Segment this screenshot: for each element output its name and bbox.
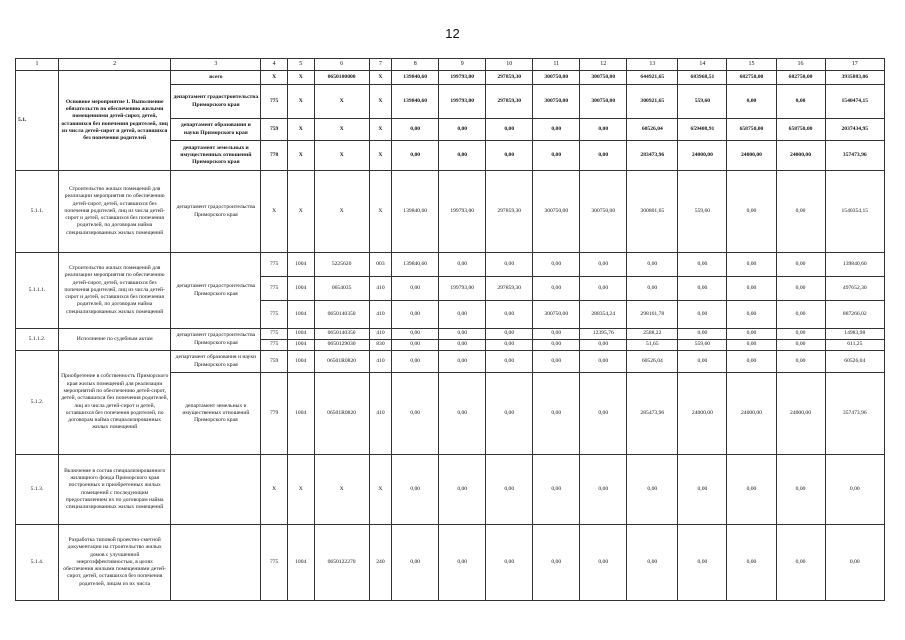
table-row (16, 329, 885, 340)
header-cell: 6 (314, 59, 369, 71)
cell-c7: X (369, 455, 391, 525)
cell-c4: 775 (261, 277, 288, 301)
cell-c6: 0650122270 (314, 525, 369, 601)
cell-c13: 0,00 (627, 277, 678, 301)
cell-c10: 0,00 (486, 253, 533, 277)
cell-c12: 0,00 (580, 373, 627, 455)
cell-c17: 0,00 (825, 525, 884, 601)
cell-c5: X (287, 171, 314, 253)
cell-c17: 60526,04 (825, 351, 884, 373)
cell-c13: 2588,22 (627, 329, 678, 340)
cell-c7: 240 (369, 525, 391, 601)
row-name: Основное мероприятие 1. Выполнение обязательств по обеспечению жилыми помещениями детей-сирот, детей, оставшихся без попечения родителей, лиц из числа детей-сирот и детей, оставшихся без попечения родителей (58, 71, 170, 171)
cell-c13: 644921,65 (627, 71, 678, 85)
header-cell: 8 (392, 59, 439, 71)
cell-c14: 659408,91 (678, 119, 727, 141)
cell-c5: X (287, 85, 314, 119)
cell-c14: 559,60 (678, 340, 727, 351)
cell-c16: 24000,00 (776, 373, 825, 455)
table-row (16, 71, 885, 85)
cell-c8: 0,00 (392, 340, 439, 351)
cell-c9: 0,00 (439, 119, 486, 141)
cell-c12: 300750,00 (580, 171, 627, 253)
cell-c12: 0,00 (580, 253, 627, 277)
row-code: 5.1.1.2. (16, 329, 59, 351)
cell-c6: 06501R0820 (314, 373, 369, 455)
cell-c17: 0,00 (825, 455, 884, 525)
cell-c14: 559,60 (678, 85, 727, 119)
cell-c15: 0,00 (727, 340, 776, 351)
cell-c5: X (287, 119, 314, 141)
cell-c9: 199793,00 (439, 71, 486, 85)
cell-c8: 139840,60 (392, 71, 439, 85)
cell-c17: 357473,96 (825, 141, 884, 171)
cell-c8: 0,00 (392, 119, 439, 141)
cell-c14: 0,00 (678, 455, 727, 525)
cell-c15: 24000,00 (727, 373, 776, 455)
cell-c8: 0,00 (392, 525, 439, 601)
row-code: 5.1.2. (16, 351, 59, 455)
row-executor: департамент градостроительства Приморского края (171, 253, 261, 329)
row-executor: департамент земельных и имущественных отношений Приморского края (171, 141, 261, 171)
header-cell: 14 (678, 59, 727, 71)
cell-c7: 410 (369, 329, 391, 340)
cell-c12: 0,00 (580, 455, 627, 525)
cell-c6: 0650100000 (314, 71, 369, 85)
cell-c13: 0,00 (627, 253, 678, 277)
cell-c14: 559,60 (678, 171, 727, 253)
row-executor: департамент градостроительства Приморского края (171, 171, 261, 253)
cell-c9: 0,00 (439, 455, 486, 525)
cell-c11: 300750,00 (533, 301, 580, 329)
row-code: 5.1. (16, 71, 59, 171)
row-code: 5.1.1. (16, 171, 59, 253)
cell-c12: 0,00 (580, 351, 627, 373)
cell-c4: 775 (261, 253, 288, 277)
cell-c14: 0,00 (678, 525, 727, 601)
cell-c11: 0,00 (533, 329, 580, 340)
cell-c7: 410 (369, 373, 391, 455)
cell-c13: 0,00 (627, 525, 678, 601)
cell-c4: 775 (261, 340, 288, 351)
cell-c12: 0,00 (580, 340, 627, 351)
header-cell: 4 (261, 59, 288, 71)
cell-c6: X (314, 85, 369, 119)
cell-c10: 0,00 (486, 141, 533, 171)
row-name: Включение в состав специализированного жилищного фонда Приморского края построенных и приобретенных жилых помещений с последующим предоставлением их по договорам найма специализированных жилых помещений (58, 455, 170, 525)
cell-c17: 497652,30 (825, 277, 884, 301)
cell-c10: 0,00 (486, 301, 533, 329)
cell-c5: 1004 (287, 301, 314, 329)
cell-c10: 0,00 (486, 351, 533, 373)
cell-c5: 1004 (287, 351, 314, 373)
cell-c10: 297859,30 (486, 71, 533, 85)
cell-c16: 0,00 (776, 253, 825, 277)
cell-c6: 0650140350 (314, 301, 369, 329)
cell-c5: X (287, 71, 314, 85)
row-name: Строительство жилых помещений для реализации мероприятия по обеспечению детей-сирот, детей, оставшихся без попечения родителей, лиц из числа детей-сирот и детей, оставшихся без попечения родителей, по договорам найма специализированных жилых помещений (58, 253, 170, 329)
cell-c7: 830 (369, 340, 391, 351)
row-executor: всего (171, 71, 261, 85)
cell-c11: 300750,00 (533, 171, 580, 253)
cell-c12: 0,00 (580, 525, 627, 601)
row-executor (171, 525, 261, 601)
cell-c8: 0,00 (392, 351, 439, 373)
page-number: 12 (445, 26, 460, 41)
cell-c12: 300750,00 (580, 85, 627, 119)
cell-c4: 775 (261, 525, 288, 601)
cell-c12: 0,00 (580, 141, 627, 171)
cell-c7: 410 (369, 301, 391, 329)
cell-c7: 003 (369, 253, 391, 277)
cell-c5: 1004 (287, 253, 314, 277)
cell-c12: 300750,00 (580, 71, 627, 85)
cell-c4: 775 (261, 301, 288, 329)
cell-c10: 0,00 (486, 119, 533, 141)
cell-c9: 0,00 (439, 373, 486, 455)
cell-c9: 0,00 (439, 141, 486, 171)
cell-c8: 139840,60 (392, 171, 439, 253)
cell-c9: 199793,00 (439, 171, 486, 253)
cell-c15: 24000,00 (727, 141, 776, 171)
cell-c11: 0,00 (533, 119, 580, 141)
cell-c13: 60526,04 (627, 351, 678, 373)
cell-c17: 2037434,95 (825, 119, 884, 141)
row-code: 5.1.1.1. (16, 253, 59, 329)
cell-c8: 0,00 (392, 301, 439, 329)
row-executor (171, 455, 261, 525)
row-executor: департамент земельных и имущественных отношений Приморского края (171, 373, 261, 455)
table-row (16, 455, 885, 525)
cell-c10: 0,00 (486, 455, 533, 525)
cell-c12: 12395,76 (580, 329, 627, 340)
cell-c17: 1540474,15 (825, 85, 884, 119)
cell-c15: 0,00 (727, 277, 776, 301)
row-executor: департамент образования и науки Приморского края (171, 119, 261, 141)
cell-c15: 0,00 (727, 301, 776, 329)
cell-c11: 300750,00 (533, 71, 580, 85)
cell-c7: 410 (369, 351, 391, 373)
cell-c5: 1004 (287, 340, 314, 351)
header-cell: 3 (171, 59, 261, 71)
cell-c5: X (287, 141, 314, 171)
cell-c8: 0,00 (392, 373, 439, 455)
cell-c8: 0,00 (392, 141, 439, 171)
cell-c9: 0,00 (439, 351, 486, 373)
row-name: Исполнение по судебным актам (58, 329, 170, 351)
cell-c4: X (261, 71, 288, 85)
cell-c10: 0,00 (486, 340, 533, 351)
cell-c9: 0,00 (439, 253, 486, 277)
cell-c15: 0,00 (727, 525, 776, 601)
cell-c16: 682750,00 (776, 71, 825, 85)
cell-c13: 298161,78 (627, 301, 678, 329)
cell-c14: 24000,00 (678, 373, 727, 455)
cell-c13: 51,65 (627, 340, 678, 351)
table-row (16, 253, 885, 277)
cell-c17: 3935883,06 (825, 71, 884, 85)
cell-c6: 5225620 (314, 253, 369, 277)
cell-c16: 0,00 (776, 301, 825, 329)
cell-c11: 0,00 (533, 455, 580, 525)
cell-c17: 1540354,15 (825, 171, 884, 253)
header-cell: 5 (287, 59, 314, 71)
table-row (16, 171, 885, 253)
table-row (16, 525, 885, 601)
header-cell: 11 (533, 59, 580, 71)
cell-c15: 0,00 (727, 85, 776, 119)
cell-c13: 300801,65 (627, 171, 678, 253)
table-row (16, 351, 885, 373)
header-cell: 1 (16, 59, 59, 71)
cell-c15: 0,00 (727, 171, 776, 253)
cell-c4: 759 (261, 119, 288, 141)
cell-c6: X (314, 455, 369, 525)
cell-c15: 0,00 (727, 351, 776, 373)
cell-c13: 300921,65 (627, 85, 678, 119)
cell-c17: 611,25 (825, 340, 884, 351)
cell-c17: 887266,02 (825, 301, 884, 329)
cell-c15: 682750,00 (727, 71, 776, 85)
row-code: 5.1.4. (16, 525, 59, 601)
cell-c14: 0,00 (678, 253, 727, 277)
cell-c11: 0,00 (533, 525, 580, 601)
cell-c10: 0,00 (486, 525, 533, 601)
budget-table (15, 58, 885, 601)
cell-c16: 0,00 (776, 85, 825, 119)
cell-c15: 0,00 (727, 455, 776, 525)
cell-c16: 658750,00 (776, 119, 825, 141)
cell-c9: 0,00 (439, 525, 486, 601)
cell-c5: 1004 (287, 373, 314, 455)
cell-c6: 0650129030 (314, 340, 369, 351)
header-cell: 15 (727, 59, 776, 71)
cell-c16: 24000,00 (776, 141, 825, 171)
cell-c8: 139840,60 (392, 85, 439, 119)
header-cell: 16 (776, 59, 825, 71)
cell-c5: 1004 (287, 277, 314, 301)
row-name: Строительство жилых помещений для реализации мероприятия по обеспечению детей-сирот, детей, оставшихся без попечения родителей, лиц из числа детей-сирот и детей, оставшихся без попечения родителей, по договорам найма специализированных жилых помещений (58, 171, 170, 253)
cell-c13: 283473,96 (627, 141, 678, 171)
cell-c6: 0654035 (314, 277, 369, 301)
cell-c15: 658750,00 (727, 119, 776, 141)
cell-c14: 24000,00 (678, 141, 727, 171)
header-row (16, 59, 885, 71)
cell-c10: 0,00 (486, 329, 533, 340)
cell-c4: 775 (261, 85, 288, 119)
cell-c7: X (369, 141, 391, 171)
cell-c9: 0,00 (439, 329, 486, 340)
cell-c16: 0,00 (776, 171, 825, 253)
cell-c6: X (314, 141, 369, 171)
cell-c16: 0,00 (776, 455, 825, 525)
cell-c13: 285473,96 (627, 373, 678, 455)
cell-c11: 0,00 (533, 141, 580, 171)
cell-c7: 410 (369, 277, 391, 301)
cell-c16: 0,00 (776, 340, 825, 351)
cell-c16: 0,00 (776, 351, 825, 373)
cell-c11: 0,00 (533, 277, 580, 301)
cell-c16: 0,00 (776, 329, 825, 340)
cell-c10: 297859,30 (486, 277, 533, 301)
cell-c10: 297859,30 (486, 171, 533, 253)
cell-c4: 778 (261, 141, 288, 171)
row-name: Разработка типовой проектно-сметной документации на строительство жилых домов с улучшенной энергоэффективностью, в целях обеспечения жилыми помещениями детей-сирот, детей, оставшихся без попечения родителей, лицам из их числа (58, 525, 170, 601)
header-cell: 7 (369, 59, 391, 71)
cell-c8: 0,00 (392, 329, 439, 340)
cell-c16: 0,00 (776, 525, 825, 601)
header-cell: 12 (580, 59, 627, 71)
cell-c16: 0,00 (776, 277, 825, 301)
cell-c10: 0,00 (486, 373, 533, 455)
cell-c13: 60526,04 (627, 119, 678, 141)
cell-c6: X (314, 119, 369, 141)
cell-c12: 0,00 (580, 277, 627, 301)
cell-c5: 1004 (287, 525, 314, 601)
cell-c5: 1004 (287, 329, 314, 340)
header-cell: 2 (58, 59, 170, 71)
cell-c17: 139840,60 (825, 253, 884, 277)
cell-c13: 0,00 (627, 455, 678, 525)
cell-c4: X (261, 455, 288, 525)
cell-c9: 199793,00 (439, 277, 486, 301)
cell-c6: 06501R0820 (314, 351, 369, 373)
cell-c9: 0,00 (439, 340, 486, 351)
cell-c12: 288354,24 (580, 301, 627, 329)
cell-c14: 0,00 (678, 301, 727, 329)
cell-c8: 0,00 (392, 277, 439, 301)
cell-c10: 297859,30 (486, 85, 533, 119)
header-cell: 17 (825, 59, 884, 71)
row-name: Приобретение в собственность Приморского края жилых помещений для реализации мероприятий по обеспечению детей-сирот, детей, оставшихся без попечения родителей, лиц из числа детей-сирот и детей, оставшихся без попечения родителей, по договорам найма специализированных жилых помещений (58, 351, 170, 455)
cell-c4: X (261, 171, 288, 253)
header-cell: 13 (627, 59, 678, 71)
cell-c4: 779 (261, 373, 288, 455)
cell-c11: 0,00 (533, 253, 580, 277)
cell-c15: 0,00 (727, 329, 776, 340)
cell-c9: 0,00 (439, 301, 486, 329)
cell-c7: X (369, 171, 391, 253)
cell-c17: 14983,98 (825, 329, 884, 340)
header-cell: 10 (486, 59, 533, 71)
cell-c6: 0650140350 (314, 329, 369, 340)
cell-c14: 683968,51 (678, 71, 727, 85)
row-code: 5.1.3. (16, 455, 59, 525)
cell-c11: 300750,00 (533, 85, 580, 119)
cell-c11: 0,00 (533, 340, 580, 351)
cell-c6: X (314, 171, 369, 253)
cell-c17: 357473,96 (825, 373, 884, 455)
row-executor: департамент градостроительства Приморского края (171, 329, 261, 351)
cell-c14: 0,00 (678, 277, 727, 301)
header-cell: 9 (439, 59, 486, 71)
row-executor: департамент образования и науки Приморского края (171, 351, 261, 373)
cell-c4: 775 (261, 329, 288, 340)
cell-c4: 759 (261, 351, 288, 373)
cell-c7: X (369, 85, 391, 119)
cell-c8: 0,00 (392, 455, 439, 525)
cell-c15: 0,00 (727, 253, 776, 277)
row-executor: департамент градостроительства Приморского края (171, 85, 261, 119)
cell-c7: X (369, 119, 391, 141)
cell-c14: 0,00 (678, 329, 727, 340)
cell-c9: 199793,00 (439, 85, 486, 119)
cell-c7: X (369, 71, 391, 85)
cell-c11: 0,00 (533, 373, 580, 455)
cell-c14: 0,00 (678, 351, 727, 373)
cell-c12: 0,00 (580, 119, 627, 141)
cell-c5: X (287, 455, 314, 525)
cell-c11: 0,00 (533, 351, 580, 373)
cell-c8: 139840,60 (392, 253, 439, 277)
